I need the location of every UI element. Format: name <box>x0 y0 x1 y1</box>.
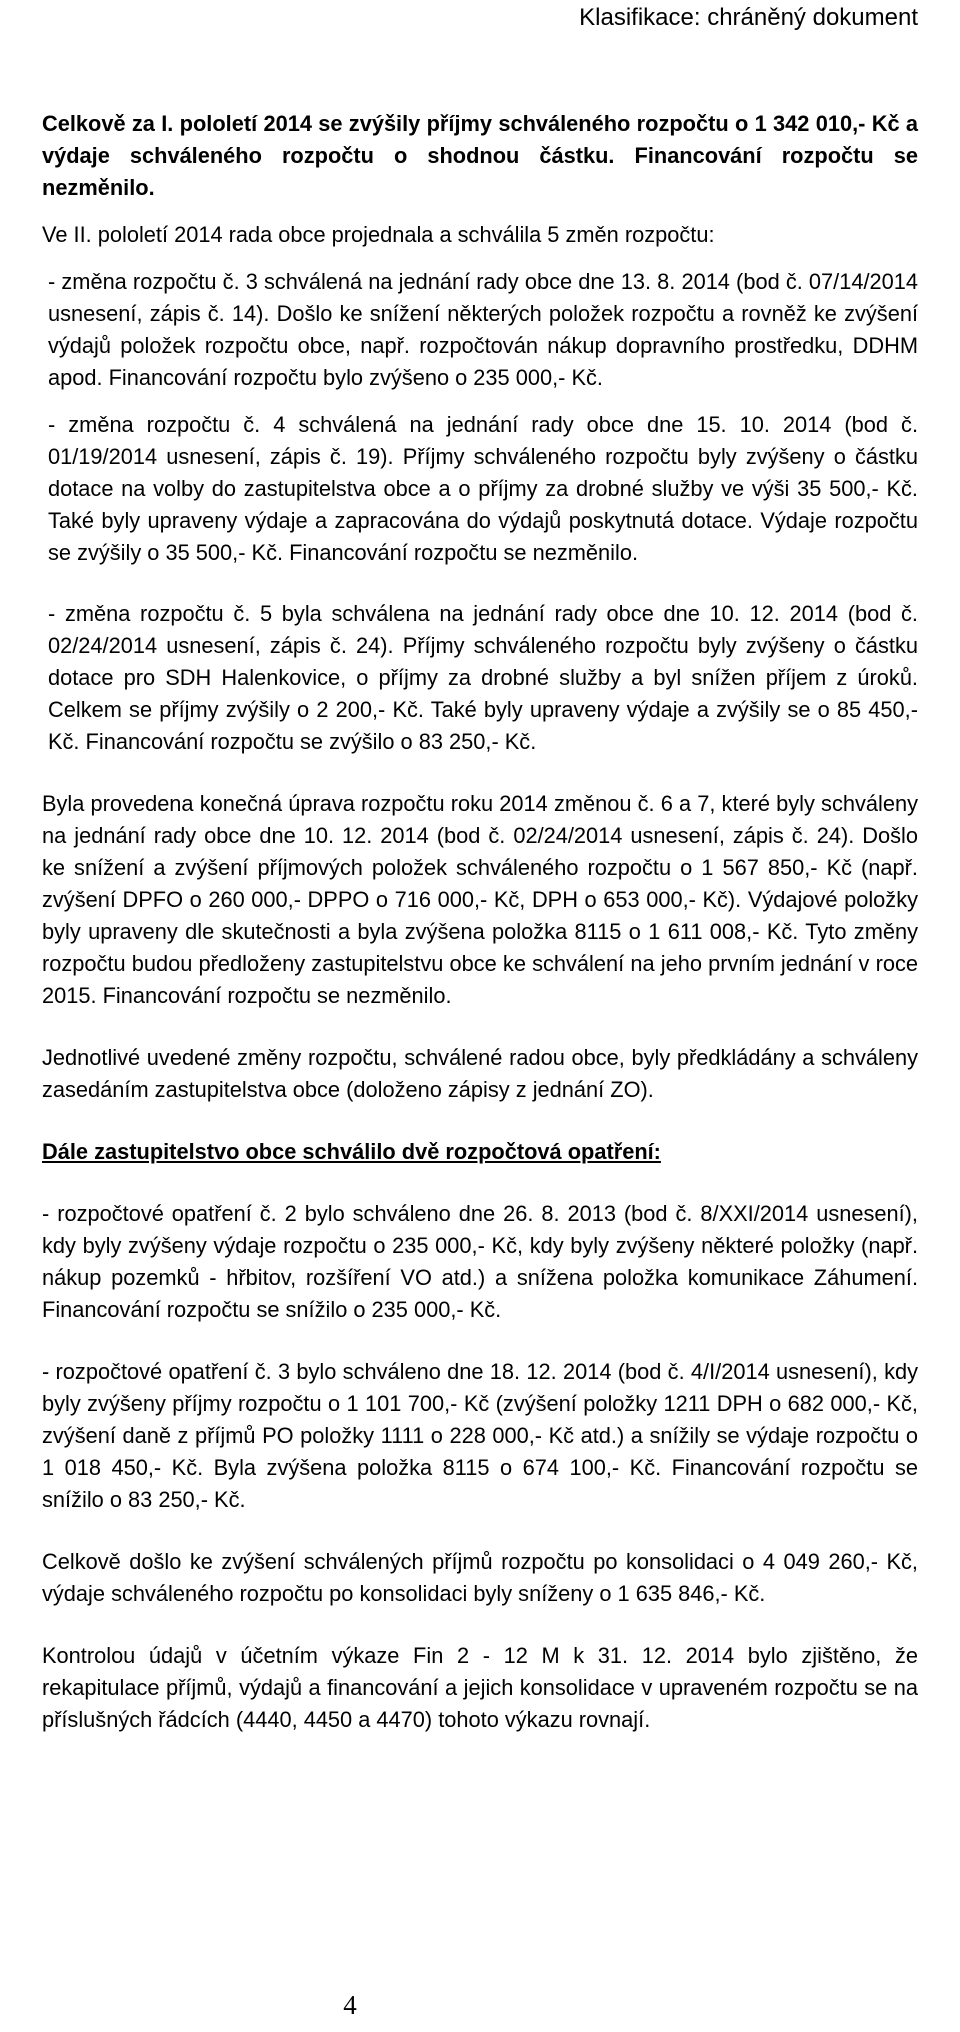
paragraph-budget-change-4: - změna rozpočtu č. 4 schválená na jednání rady obce dne 15. 10. 2014 (bod č. 01/19/2014 usnesení, zápis č. 19). Příjmy schváleného rozpočtu byly zvýšeny o částku dotace na volby do zastupitelstva obce a o příjmy za drobné služby ve výši 35 500,- Kč. Také byly upraveny výdaje a zapracována do výdajů poskytnutá dotace. Výdaje rozpočtu se zvýšily o 35 500,- Kč. Financování rozpočtu se nezměnilo. <box>48 412 918 565</box>
paragraph-consolidation-total: Celkově došlo ke zvýšení schválených příjmů rozpočtu po konsolidaci o 4 049 260,- Kč, výdaje schváleného rozpočtu po konsolidaci byly sníženy o 1 635 846,- Kč. <box>42 1549 918 1606</box>
paragraph-budget-change-5: - změna rozpočtu č. 5 byla schválena na jednání rady obce dne 10. 12. 2014 (bod č. 02/24/2014 usnesení, zápis č. 24). Příjmy schváleného rozpočtu byly zvýšeny o částku dotace pro SDH Halenkovice, o příjmy za drobné služby a byl snížen příjem z úroků. Celkem se příjmy zvýšily o 2 200,- Kč. Také byly upraveny výdaje a zvýšily se o 85 450,- Kč. Financování rozpočtu se zvýšilo o 83 250,- Kč. <box>48 601 918 754</box>
paragraph-budget-measure-2: - rozpočtové opatření č. 2 bylo schváleno dne 26. 8. 2013 (bod č. 8/XXI/2014 usnesení), kdy byly zvýšeny výdaje rozpočtu o 235 000,- Kč, kdy byly zvýšeny některé položky (např. nákup pozemků - hřbitov, rozšíření VO atd.) a snížena položka komunikace Záhumení. Financování rozpočtu se snížilo o 235 000,- Kč. <box>42 1201 918 1322</box>
classification-label: Klasifikace: chráněný dokument <box>579 4 918 31</box>
paragraph-summary-first-half: Celkově za I. pololetí 2014 se zvýšily příjmy schváleného rozpočtu o 1 342 010,- Kč a výdaje schváleného rozpočtu o shodnou částku. Financování rozpočtu se nezměnilo. <box>42 111 918 200</box>
page-number: 4 <box>343 1990 357 2020</box>
paragraph-second-half-intro: Ve II. pololetí 2014 rada obce projednala a schválila 5 změn rozpočtu: <box>42 222 715 247</box>
paragraph-final-adjustment: Byla provedena konečná úprava rozpočtu roku 2014 změnou č. 6 a 7, které byly schváleny na jednání rady obce dne 10. 12. 2014 (bod č. 02/24/2014 usnesení, zápis č. 24). Došlo ke snížení a zvýšení příjmových položek schváleného rozpočtu o 1 567 850,- Kč (např. zvýšení DPFO o 260 000,- DPPO o 716 000,- Kč, DPH o 653 000,- Kč). Výdajové položky byly upraveny dle skutečnosti a byla zvýšena položka 8115 o 1 611 008,- Kč. Tyto změny rozpočtu budou předloženy zastupitelstvu obce ke schválení na jeho prvním jednání v roce 2015. Financování rozpočtu se nezměnilo. <box>42 791 918 1008</box>
section-heading-budget-measures: Dále zastupitelstvo obce schválilo dvě rozpočtová opatření: <box>42 1139 661 1164</box>
paragraph-fin-report-check: Kontrolou údajů v účetním výkaze Fin 2 - 12 M k 31. 12. 2014 bylo zjištěno, že rekapitulace příjmů, výdajů a financování a jejich konsolidace v upraveném rozpočtu se na příslušných řádcích (4440, 4450 a 4470) tohoto výkazu rovnají. <box>42 1643 918 1732</box>
paragraph-budget-change-3: - změna rozpočtu č. 3 schválená na jednání rady obce dne 13. 8. 2014 (bod č. 07/14/2014 usnesení, zápis č. 14). Došlo ke snížení některých položek rozpočtu a rovněž ke zvýšení výdajů položek rozpočtu obce, např. rozpočtován nákup dopravního prostředku, DDHM apod. Financování rozpočtu bylo zvýšeno o 235 000,- Kč. <box>48 269 918 390</box>
document-body <box>42 108 918 1736</box>
paragraph-budget-measure-3: - rozpočtové opatření č. 3 bylo schváleno dne 18. 12. 2014 (bod č. 4/I/2014 usnesení), kdy byly zvýšeny příjmy rozpočtu o 1 101 700,- Kč (zvýšení položky 1211 DPH o 682 000,- Kč, zvýšení daně z příjmů PO položky 1111 o 228 000,- Kč atd.) a snížily se výdaje rozpočtu o 1 018 450,- Kč. Byla zvýšena položka 8115 o 674 100,- Kč. Financování rozpočtu se snížilo o 83 250,- Kč. <box>42 1359 918 1512</box>
paragraph-council-approval: Jednotlivé uvedené změny rozpočtu, schválené radou obce, byly předkládány a schváleny zasedáním zastupitelstva obce (doloženo zápisy z jednání ZO). <box>42 1045 918 1102</box>
